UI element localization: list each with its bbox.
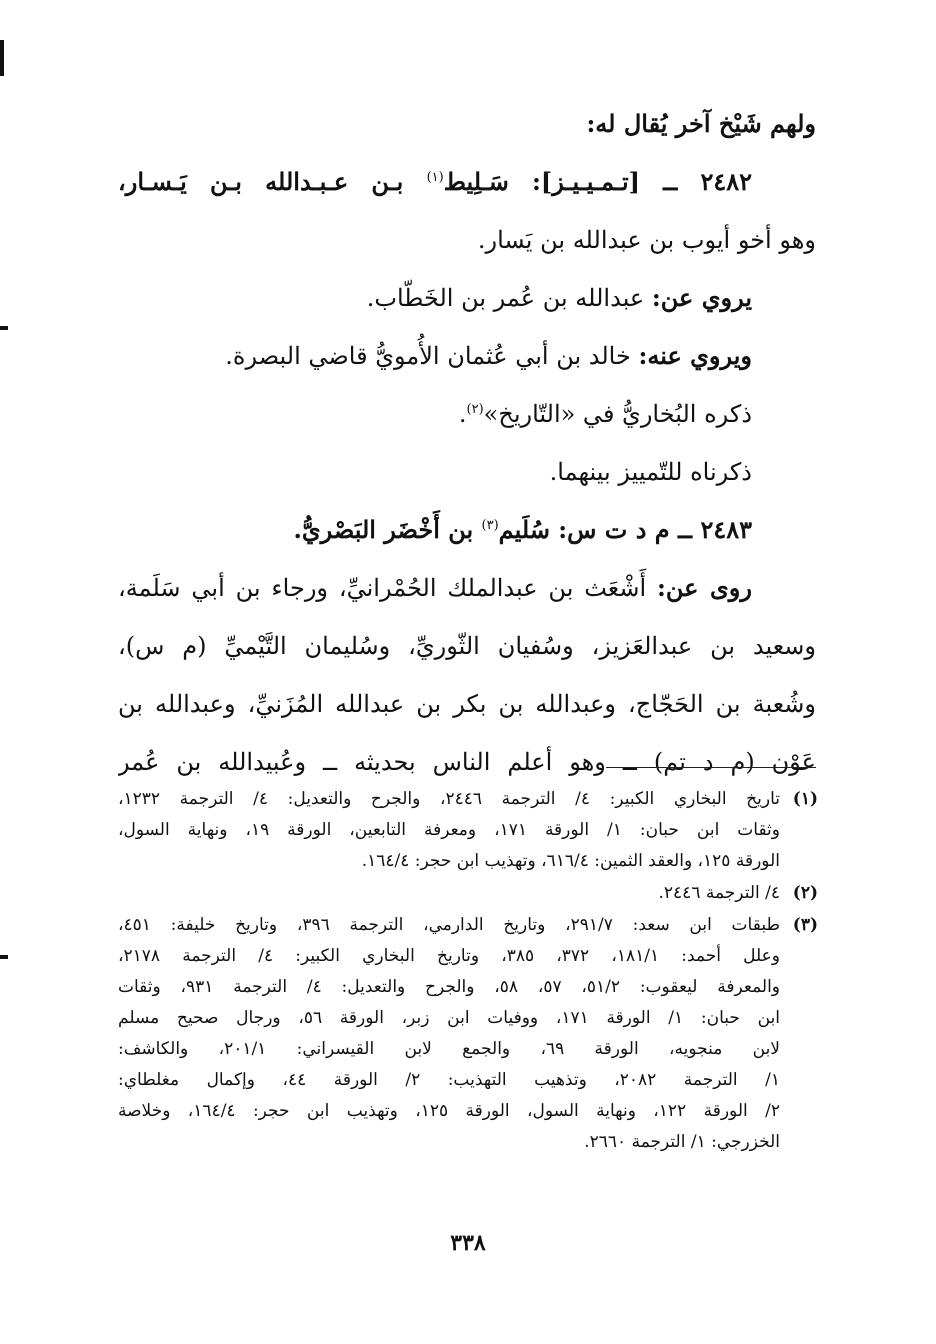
footnote-line: ٢/ الورقة ١٢٢، ونهاية السول، الورقة ١٢٥، وتهذيب ابن حجر: ١٦٤/٤، وخلاصة xyxy=(118,1101,780,1121)
footnote-line: لابن منجويه، الورقة ٦٩، والجمع لابن القيسراني: ٢٠١/١، والكاشف: xyxy=(118,1039,780,1059)
narrates-from-line: يروي عن: عبدالله بن عُمر بن الخَطّاب. xyxy=(366,283,752,312)
footnote-line: طبقات ابن سعد: ٢٩١/٧، وتاريخ الدارمي، الترجمة ٣٩٦، وتاريخ خليفة: ٤٥١، xyxy=(118,915,780,935)
text-line: وسعيد بن عبدالعَزيز، وسُفيان الثّوريِّ، وسُليمان التَّيْميِّ (م س)، xyxy=(118,632,816,660)
main-text xyxy=(118,95,816,791)
footnote-ref: (١) xyxy=(426,170,444,185)
text-line: عَوْن (م د تم) ــ وهو أعلم الناس بحديثه ــ وعُبيدالله بن عُمر xyxy=(118,748,816,776)
footnote-line: وعلل أحمد: ١٨١/١، ٣٧٢، ٣٨٥، وتاريخ البخاري الكبير: ٤/ الترجمة ٢١٧٨، xyxy=(118,946,780,966)
footnote xyxy=(118,784,818,877)
footnote-line: ١/ الترجمة ٢٠٨٢، وتذهيب التهذيب: ٢/ الورقة ٤٤، وإكمال مغلطاي: xyxy=(118,1070,780,1090)
page-number: ٣٣٨ xyxy=(450,1230,486,1256)
section-heading: ولهم شَيْخ آخر يُقال له: xyxy=(586,109,816,138)
narrated-by-line: ويروي عنه: خالد بن أبي عُثمان الأُمويُّ قاضي البصرة. xyxy=(225,341,752,370)
text-line: وهو أخو أيوب بن عبدالله بن يَسار. xyxy=(477,226,816,254)
margin-mark xyxy=(0,40,4,76)
text-line: ذكرناه للتّمييز بينهما. xyxy=(549,458,752,486)
footnote-line: ٤/ الترجمة ٢٤٤٦. xyxy=(658,883,780,903)
footnote-number: (١) xyxy=(792,789,818,809)
footnote-line: وثقات ابن حبان: ١/ الورقة ١٧١، ومعرفة التابعين، الورقة ١٩، ونهاية السول، xyxy=(118,820,780,840)
footnote-line: الخزرجي: ١/ الترجمة ٢٦٦٠. xyxy=(584,1132,780,1152)
footnote-line: ابن حبان: ١/ الورقة ١٧١، ووفيات ابن زبر، الورقة ٥٦، ورجال صحيح مسلم xyxy=(118,1008,780,1028)
footnote xyxy=(118,878,818,909)
text-line: ذكره البُخاريُّ في «التّاريخ»$^{(٢)}$. xyxy=(458,400,752,428)
narrated-from-line: روى عن: أَشْعَث بن عبدالملك الحُمْرانيِّ، ورجاء بن أبي سَلَمة، xyxy=(118,573,752,602)
footnote-ref: (٢) xyxy=(466,402,484,417)
footnotes xyxy=(118,784,818,1159)
text-line: وشُعبة بن الحَجّاج، وعبدالله بن بكر بن عبدالله المُزَنيِّ، وعبدالله بن xyxy=(118,690,816,718)
footnote-separator xyxy=(606,767,816,768)
footnote xyxy=(118,910,818,1158)
margin-mark xyxy=(0,326,8,330)
footnote-number: (٢) xyxy=(792,883,818,903)
footnote-line: تاريخ البخاري الكبير: ٤/ الترجمة ٢٤٤٦، والجرح والتعديل: ٤/ الترجمة ١٢٣٢، xyxy=(118,789,780,809)
footnote-ref: (٣) xyxy=(481,518,499,533)
footnote-number: (٣) xyxy=(792,915,818,935)
entry-heading-2483: ٢٤٨٣ ــ م د ت س: سُلَيم$^{(٣)}$ بن أَخْضَر البَصْريُّ. xyxy=(293,515,752,544)
footnote-line: الورقة ١٢٥، والعقد الثمين: ٦١٦/٤، وتهذيب ابن حجر: ١٦٤/٤. xyxy=(361,851,780,871)
margin-mark xyxy=(0,955,8,959)
entry-heading-2482: ٢٤٨٢ ــ [تـمـيـيـز]: سَـلِيط$^{(١)}$ بـن عـبـدالله بـن يَـسـار، xyxy=(118,167,752,196)
footnote-line: والمعرفة ليعقوب: ٥١/٢، ٥٧، ٥٨، والجرح والتعديل: ٤/ الترجمة ٩٣١، وثقات xyxy=(118,977,780,997)
